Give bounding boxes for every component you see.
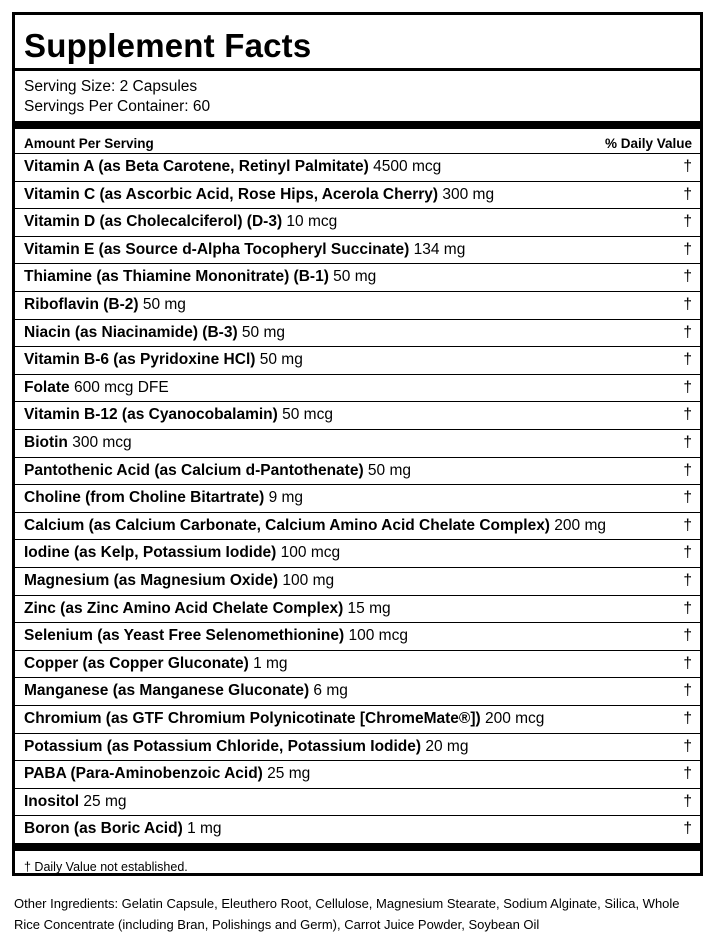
nutrient-name: Boron (as Boric Acid) [24,820,183,838]
nutrient-amount: 50 mg [241,323,286,341]
nutrient-name: Vitamin A (as Beta Carotene, Retinyl Palmitate) [24,158,369,175]
nutrient-name: Manganese (as Manganese Gluconate) [24,682,310,700]
nutrient-name: Calcium (as Calcium Carbonate, Calcium Amino Acid Chelate Complex) [24,516,550,534]
nutrient-name: Thiamine (as Thiamine Mononitrate) (B-1) [24,268,329,286]
nutrient-row [15,540,700,568]
nutrient-amount: 134 mg [413,240,466,258]
nutrient-name: Vitamin B-12 (as Cyanocobalamin) [24,406,278,424]
servings-per-container: Servings Per Container: 60 [24,98,211,115]
nutrient-row [15,292,700,320]
title-rule [15,68,700,71]
nutrient-name: Folate [24,378,70,396]
nutrient-amount: 200 mcg [484,710,545,727]
nutrient-row [15,568,700,596]
nutrient-name: Vitamin D (as Cholecalciferol) (D-3) [24,213,283,231]
nutrient-name: Vitamin E (as Source d-Alpha Tocopheryl Succinate) [24,240,410,258]
nutrient-row [15,458,700,486]
nutrient-amount: 15 mg [347,599,391,617]
nutrient-daily-value: † [683,268,692,286]
nutrient-text [24,682,348,700]
nutrient-text [24,158,441,176]
nutrient-text [24,268,376,286]
nutrient-name: Riboflavin (B-2) [24,296,139,313]
panel-title: Supplement Facts [24,27,312,64]
nutrient-daily-value: † [683,240,692,258]
nutrient-text [24,600,391,618]
nutrient-name: Inositol [24,792,80,810]
nutrient-amount: 9 mg [268,489,304,507]
nutrient-amount: 50 mg [259,351,303,369]
nutrient-text [24,489,303,507]
nutrient-amount: 300 mg [442,185,495,203]
nutrient-daily-value: † [683,737,692,755]
nutrient-amount: 50 mg [333,268,377,286]
nutrient-amount: 50 mg [367,461,412,479]
nutrient-row [15,761,700,789]
nutrient-name: Chromium (as GTF Chromium Polynicotinate [ChromeMate®]) [24,710,481,727]
nutrient-amount: 25 mg [267,765,311,783]
nutrient-daily-value: † [683,158,692,175]
nutrient-name: Pantothenic Acid (as Calcium d-Pantothenate) [24,461,364,479]
nutrient-amount: 600 mcg DFE [73,378,169,396]
nutrient-row [15,734,700,762]
nutrient-text [24,379,169,397]
nutrient-amount: 1 mg [253,654,288,672]
footnote: † Daily Value not established. [24,860,188,874]
nutrient-daily-value: † [683,627,692,645]
nutrient-amount: 1 mg [187,820,222,838]
nutrient-name: Niacin (as Niacinamide) (B-3) [24,323,238,341]
nutrient-daily-value: † [683,572,692,589]
nutrient-text [24,186,494,204]
nutrient-row [15,789,700,817]
nutrient-daily-value: † [683,599,692,617]
nutrient-text [24,544,340,562]
nutrient-row [15,264,700,292]
nutrient-daily-value: † [683,544,692,562]
nutrient-text [24,627,408,645]
other-ingredients: Other Ingredients: Gelatin Capsule, Eleuthero Root, Cellulose, Magnesium Stearate, Sodium Alginate, Silica, Whole Rice Concentrate (including Bran, Polishings and Germ), Carrot Juice Powder, Soybean Oil [14,896,680,932]
nutrient-row [15,596,700,624]
nutrient-row [15,623,700,651]
nutrient-name: Vitamin B-6 (as Pyridoxine HCl) [24,351,256,369]
nutrient-name: Zinc (as Zinc Amino Acid Chelate Complex) [24,599,344,617]
nutrient-row [15,347,700,375]
nutrient-daily-value: † [683,489,692,507]
nutrient-text [24,793,127,811]
amount-per-serving-header: Amount Per Serving [24,136,154,151]
nutrient-text [24,738,468,756]
nutrient-row [15,154,700,182]
nutrient-text [24,655,288,673]
nutrient-daily-value: † [683,406,692,424]
nutrient-text [24,462,411,480]
nutrient-row [15,237,700,265]
nutrient-name: Iodine (as Kelp, Potassium Iodide) [24,544,277,562]
thick-rule-bottom [15,843,700,851]
nutrient-text [24,820,222,838]
nutrient-text [24,765,310,783]
nutrient-daily-value: † [683,296,692,313]
nutrient-name: Biotin [24,434,68,451]
nutrient-daily-value: † [683,434,692,451]
nutrient-daily-value: † [683,682,692,700]
nutrient-amount: 25 mg [83,792,127,810]
nutrient-name: Choline (from Choline Bitartrate) [24,489,265,507]
nutrient-text [24,241,465,259]
nutrient-text [24,517,606,535]
nutrient-row [15,513,700,541]
nutrient-row [15,485,700,513]
nutrient-text [24,324,285,342]
nutrient-name: Selenium (as Yeast Free Selenomethionine) [24,627,345,645]
nutrient-text [24,296,186,314]
nutrient-row [15,182,700,210]
nutrient-amount: 4500 mcg [373,158,442,175]
nutrient-amount: 100 mg [282,572,335,589]
nutrient-daily-value: † [683,820,692,838]
nutrient-daily-value: † [683,461,692,479]
nutrient-amount: 100 mcg [280,544,341,562]
thick-rule-top [15,121,700,129]
nutrient-daily-value: † [683,185,692,203]
nutrient-amount: 100 mcg [348,627,408,645]
nutrient-row [15,320,700,348]
supplement-facts-panel [12,12,703,876]
nutrient-text [24,434,132,452]
nutrient-daily-value: † [683,351,692,369]
nutrient-text [24,351,303,369]
nutrient-amount: 300 mcg [72,434,132,451]
nutrient-text [24,406,333,424]
nutrient-daily-value: † [683,323,692,341]
nutrient-amount: 10 mcg [286,213,338,231]
nutrient-text [24,572,334,590]
nutrient-row [15,209,700,237]
nutrient-daily-value: † [683,378,692,396]
nutrient-amount: 200 mg [554,516,606,534]
nutrient-amount: 50 mcg [282,406,333,424]
nutrient-text [24,213,337,231]
nutrient-daily-value: † [683,516,692,534]
nutrient-daily-value: † [683,792,692,810]
nutrient-row [15,430,700,458]
nutrient-amount: 20 mg [425,737,469,755]
nutrient-row [15,651,700,679]
nutrient-row [15,706,700,734]
nutrient-name: PABA (Para-Aminobenzoic Acid) [24,765,263,783]
nutrient-amount: 6 mg [313,682,348,700]
nutrient-daily-value: † [683,213,692,231]
nutrient-text [24,710,544,728]
nutrient-row [15,678,700,706]
nutrient-row [15,816,700,844]
nutrient-daily-value: † [683,654,692,672]
nutrient-name: Vitamin C (as Ascorbic Acid, Rose Hips, Acerola Cherry) [24,185,439,203]
nutrient-row [15,375,700,403]
nutrient-name: Magnesium (as Magnesium Oxide) [24,572,279,589]
nutrient-name: Potassium (as Potassium Chloride, Potassium Iodide) [24,737,422,755]
nutrient-daily-value: † [683,765,692,783]
daily-value-header: % Daily Value [604,136,692,151]
nutrient-row [15,402,700,430]
serving-size: Serving Size: 2 Capsules [24,78,198,95]
nutrient-name: Copper (as Copper Gluconate) [24,654,249,672]
nutrient-amount: 50 mg [142,296,186,313]
nutrient-daily-value: † [683,710,692,727]
